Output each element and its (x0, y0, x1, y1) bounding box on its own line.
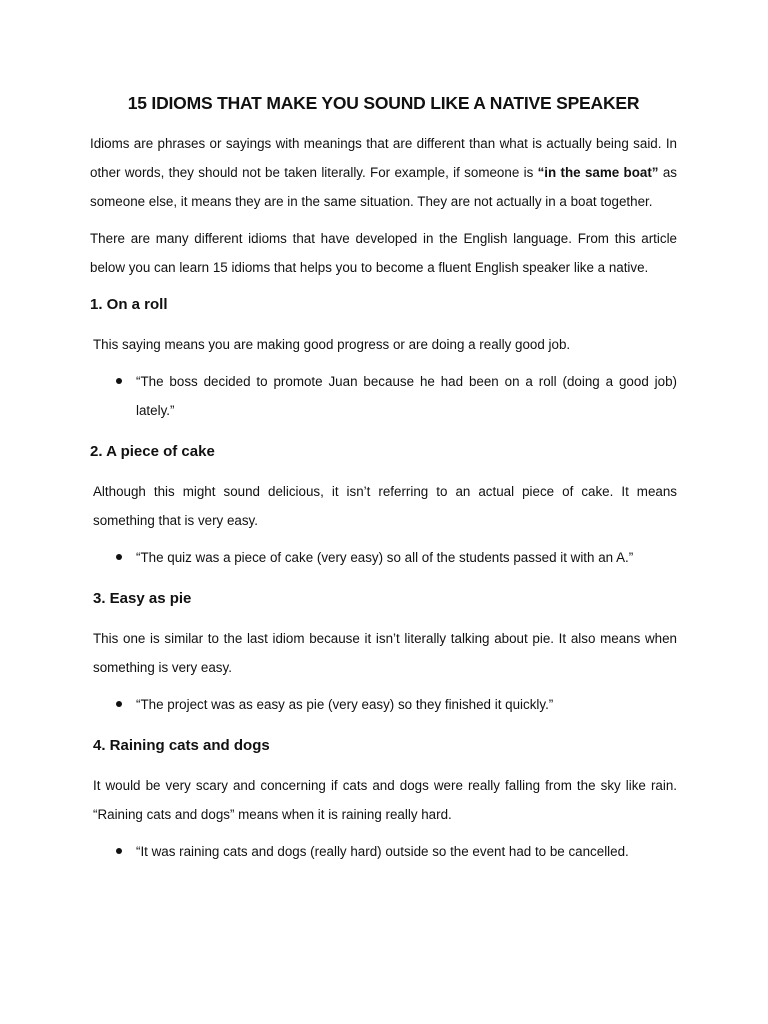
section-text-piece-of-cake: Although this might sound delicious, it isn’t referring to an actual piece of cake. It means something that is very easy. (93, 483, 677, 528)
example-list (90, 690, 677, 719)
section-heading-easy-as-pie: 3. Easy as pie (93, 589, 192, 607)
intro-bold-phrase: “in the same boat” (537, 164, 659, 180)
intro-text-start: Idioms are phrases or sayings with meanings that are different than what is actually being said. In other words, they should not be taken literally. For example, if someone is (90, 135, 677, 180)
bullet-icon (116, 848, 122, 854)
document-title: 15 IDIOMS THAT MAKE YOU SOUND LIKE A NATIVE SPEAKER (127, 93, 640, 113)
example-list (90, 543, 677, 572)
bullet-icon (116, 701, 122, 707)
example-list (90, 367, 677, 425)
example-text: “The project was as easy as pie (very easy) so they finished it quickly.” (136, 696, 554, 712)
example-text: “The boss decided to promote Juan because he had been on a roll (doing a good job) lately.” (136, 373, 677, 418)
section-heading-on-a-roll: 1. On a roll (90, 295, 168, 313)
example-text: “The quiz was a piece of cake (very easy) so all of the students passed it with an A.” (136, 549, 634, 565)
bullet-icon (116, 554, 122, 560)
example-item (90, 690, 677, 719)
section-text-easy-as-pie: This one is similar to the last idiom because it isn’t literally talking about pie. It also means when something is very easy. (93, 630, 677, 675)
intro-text-end: as someone else, it means they are in the same situation. They are not actually in a boat together. (90, 164, 677, 209)
document-page (90, 92, 677, 874)
example-item (90, 543, 677, 572)
example-item (90, 837, 677, 866)
example-item (90, 367, 677, 425)
example-list (90, 837, 677, 866)
intro-paragraph-1 (90, 129, 677, 216)
section-text-on-a-roll: This saying means you are making good progress or are doing a really good job. (93, 336, 571, 352)
bullet-icon (116, 378, 122, 384)
section-heading-raining-cats-and-dogs: 4. Raining cats and dogs (93, 736, 270, 754)
section-heading-piece-of-cake: 2. A piece of cake (90, 442, 215, 460)
intro-paragraph-2: There are many different idioms that have developed in the English language. From this article below you can learn 15 idioms that helps you to become a fluent English speaker like a native. (90, 230, 677, 275)
example-text: “It was raining cats and dogs (really hard) outside so the event had to be cancelled. (136, 843, 629, 859)
section-text-raining-cats-and-dogs: It would be very scary and concerning if cats and dogs were really falling from the sky like rain. “Raining cats and dogs” means when it is raining really hard. (93, 777, 677, 822)
